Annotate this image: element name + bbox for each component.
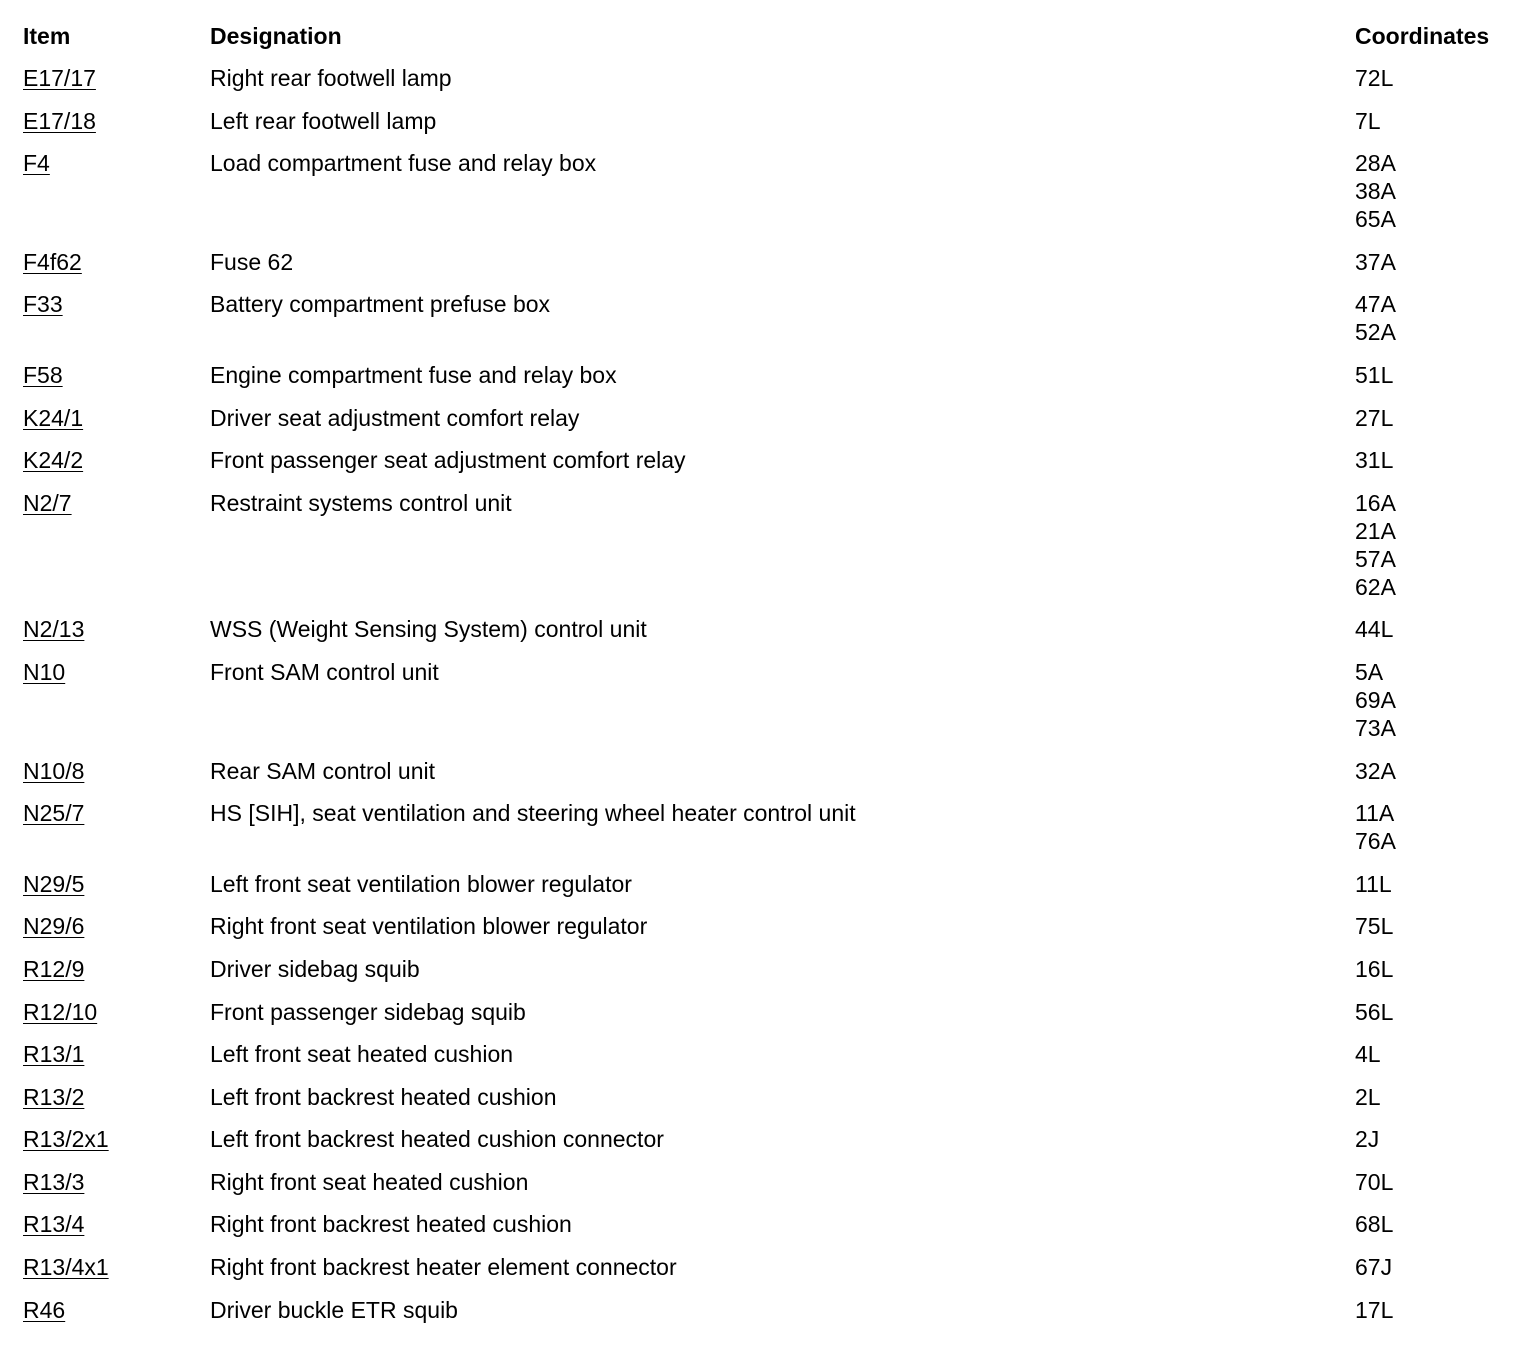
coordinate-value: 32A	[1355, 757, 1396, 784]
item-cell	[23, 489, 210, 517]
coordinate-value: 27L	[1355, 404, 1394, 431]
table-row	[23, 1083, 1513, 1126]
coordinate-value: 31L	[1355, 447, 1394, 474]
designation-cell: Front passenger sidebag squib	[210, 998, 526, 1025]
item-cell	[23, 1296, 210, 1324]
coordinates-cell	[1355, 1040, 1513, 1068]
item-link[interactable]: N2/7	[23, 489, 72, 516]
item-cell	[23, 757, 210, 785]
item-cell	[23, 1125, 210, 1153]
designation-cell: Fuse 62	[210, 248, 294, 275]
table-row	[23, 361, 1513, 404]
table-row	[23, 248, 1513, 291]
item-cell	[23, 1083, 210, 1111]
coordinate-value: 17L	[1355, 1296, 1394, 1323]
coordinate-value: 75L	[1355, 913, 1394, 940]
designation-cell: Engine compartment fuse and relay box	[210, 361, 617, 388]
item-link[interactable]: N29/5	[23, 870, 85, 897]
item-cell	[23, 658, 210, 686]
coordinate-value: 16L	[1355, 955, 1394, 982]
table-row	[23, 998, 1513, 1041]
designation-cell: Right front backrest heater element connector	[210, 1254, 677, 1281]
item-link[interactable]: F4f62	[23, 248, 82, 275]
designation-cell: Battery compartment prefuse box	[210, 291, 551, 318]
item-cell	[23, 290, 210, 318]
designation-cell: Driver seat adjustment comfort relay	[210, 404, 580, 431]
coordinates-cell	[1355, 658, 1513, 742]
item-link[interactable]: K24/2	[23, 447, 84, 474]
item-link[interactable]: F4	[23, 150, 50, 177]
coordinate-value: 11L	[1355, 870, 1392, 897]
table-row	[23, 1253, 1513, 1296]
item-link[interactable]: N2/13	[23, 616, 85, 643]
coordinates-cell	[1355, 149, 1513, 233]
coordinates-cell	[1355, 912, 1513, 940]
table-row	[23, 446, 1513, 489]
coordinate-value: 73A	[1355, 714, 1396, 741]
item-link[interactable]: R13/4	[23, 1211, 85, 1238]
designation-cell: Front passenger seat adjustment comfort relay	[210, 447, 686, 474]
coordinate-value: 52A	[1355, 319, 1396, 346]
table-row	[23, 404, 1513, 447]
coordinate-value: 4L	[1355, 1041, 1381, 1068]
coordinate-value: 16A	[1355, 489, 1396, 516]
table-row	[23, 1296, 1513, 1339]
designation-cell: Right front seat ventilation blower regulator	[210, 913, 648, 940]
coordinate-value: 44L	[1355, 616, 1394, 643]
coordinates-cell	[1355, 870, 1513, 898]
item-link[interactable]: R13/1	[23, 1041, 85, 1068]
item-link[interactable]: K24/1	[23, 404, 84, 431]
item-link[interactable]: R12/10	[23, 998, 98, 1025]
coordinates-cell	[1355, 404, 1513, 432]
coordinates-cell	[1355, 290, 1513, 346]
coordinate-value: 5A	[1355, 658, 1384, 685]
coordinate-value: 57A	[1355, 545, 1396, 572]
item-link[interactable]: N29/6	[23, 913, 85, 940]
item-link[interactable]: N25/7	[23, 800, 85, 827]
coordinates-cell	[1355, 1168, 1513, 1196]
item-cell	[23, 1040, 210, 1068]
coordinates-cell	[1355, 615, 1513, 643]
table-row	[23, 799, 1513, 870]
coordinate-value: 11A	[1355, 800, 1395, 827]
coordinate-value: 72L	[1355, 65, 1394, 91]
table-row	[23, 757, 1513, 800]
table-row	[23, 912, 1513, 955]
designation-cell: Restraint systems control unit	[210, 489, 512, 516]
coordinates-cell	[1355, 361, 1513, 389]
designation-cell: Front SAM control unit	[210, 658, 439, 685]
coordinate-value: 2L	[1355, 1083, 1381, 1110]
coordinate-value: 69A	[1355, 686, 1396, 713]
table-row	[23, 489, 1513, 616]
designation-cell: Right front backrest heated cushion	[210, 1211, 572, 1238]
item-link[interactable]: N10/8	[23, 757, 85, 784]
coordinate-value: 2J	[1355, 1126, 1380, 1153]
coordinate-value: 38A	[1355, 178, 1396, 205]
designation-cell: Rear SAM control unit	[210, 757, 435, 784]
item-cell	[23, 1168, 210, 1196]
coordinate-value: 76A	[1355, 828, 1396, 855]
coordinates-cell	[1355, 799, 1513, 855]
item-link[interactable]: E17/18	[23, 107, 96, 134]
coordinates-cell	[1355, 1210, 1513, 1238]
coordinates-cell	[1355, 248, 1513, 276]
item-link[interactable]: R13/2x1	[23, 1126, 109, 1153]
table-row	[23, 615, 1513, 658]
item-cell	[23, 404, 210, 432]
table-row	[23, 149, 1513, 248]
table-row	[23, 1210, 1513, 1253]
coordinate-value: 65A	[1355, 206, 1396, 233]
designation-cell: Driver buckle ETR squib	[210, 1296, 458, 1323]
table-row	[23, 1125, 1513, 1168]
item-cell	[23, 998, 210, 1026]
item-cell	[23, 1253, 210, 1281]
coordinate-value: 67J	[1355, 1254, 1393, 1281]
designation-cell: Driver sidebag squib	[210, 955, 420, 982]
item-cell	[23, 955, 210, 983]
table-body	[23, 64, 1513, 1338]
table-row	[23, 290, 1513, 361]
coordinates-cell	[1355, 489, 1513, 601]
item-cell	[23, 361, 210, 389]
table-row	[23, 64, 1513, 107]
table-row	[23, 955, 1513, 998]
coordinates-cell	[1355, 955, 1513, 983]
coordinates-cell	[1355, 998, 1513, 1026]
item-link[interactable]: N10	[23, 658, 66, 685]
coordinates-cell	[1355, 1296, 1513, 1324]
item-cell	[23, 149, 210, 177]
table-row	[23, 1168, 1513, 1211]
coordinate-value: 47A	[1355, 291, 1396, 318]
coordinate-value: 56L	[1355, 998, 1394, 1025]
coordinate-value: 7L	[1355, 107, 1381, 134]
coordinate-value: 37A	[1355, 248, 1396, 275]
item-cell	[23, 64, 210, 92]
item-cell	[23, 615, 210, 643]
coordinate-value: 70L	[1355, 1168, 1394, 1195]
designation-cell: Left front backrest heated cushion	[210, 1083, 557, 1110]
coordinates-cell	[1355, 1083, 1513, 1111]
designation-cell: Left front seat heated cushion	[210, 1041, 514, 1068]
item-cell	[23, 912, 210, 940]
coordinate-value: 62A	[1355, 573, 1396, 600]
coordinate-value: 21A	[1355, 517, 1396, 544]
coordinates-cell	[1355, 64, 1513, 92]
header-designation: Designation	[210, 23, 342, 49]
item-cell	[23, 446, 210, 474]
component-legend-table	[23, 22, 1513, 1338]
item-cell	[23, 870, 210, 898]
designation-cell: WSS (Weight Sensing System) control unit	[210, 616, 647, 643]
header-coordinates: Coordinates	[1355, 23, 1490, 49]
designation-cell: HS [SIH], seat ventilation and steering wheel heater control unit	[210, 800, 856, 827]
item-link[interactable]: R13/2	[23, 1083, 85, 1110]
item-cell	[23, 1210, 210, 1238]
item-cell	[23, 248, 210, 276]
coordinates-cell	[1355, 1125, 1513, 1153]
item-link[interactable]: R13/4x1	[23, 1254, 109, 1281]
coordinate-value: 51L	[1355, 361, 1394, 388]
designation-cell: Left front backrest heated cushion connector	[210, 1126, 664, 1153]
item-link[interactable]: R13/3	[23, 1168, 85, 1195]
designation-cell: Right front seat heated cushion	[210, 1168, 529, 1195]
coordinates-cell	[1355, 1253, 1513, 1281]
item-cell	[23, 107, 210, 135]
coordinate-value: 68L	[1355, 1211, 1394, 1238]
coordinates-cell	[1355, 757, 1513, 785]
coordinate-value: 28A	[1355, 150, 1396, 177]
item-link[interactable]: F33	[23, 291, 63, 318]
item-link[interactable]: R12/9	[23, 955, 85, 982]
item-link[interactable]: E17/17	[23, 65, 96, 91]
designation-cell: Load compartment fuse and relay box	[210, 150, 597, 177]
table-row	[23, 658, 1513, 757]
table-row	[23, 870, 1513, 913]
table-row	[23, 107, 1513, 150]
header-item: Item	[23, 23, 71, 49]
table-row	[23, 1040, 1513, 1083]
item-cell	[23, 799, 210, 827]
designation-cell: Left rear footwell lamp	[210, 107, 437, 134]
item-link[interactable]: R46	[23, 1296, 66, 1323]
table-header	[23, 22, 1513, 64]
designation-cell: Right rear footwell lamp	[210, 65, 452, 91]
coordinates-cell	[1355, 446, 1513, 474]
designation-cell: Left front seat ventilation blower regulator	[210, 870, 632, 897]
coordinates-cell	[1355, 107, 1513, 135]
item-link[interactable]: F58	[23, 361, 63, 388]
